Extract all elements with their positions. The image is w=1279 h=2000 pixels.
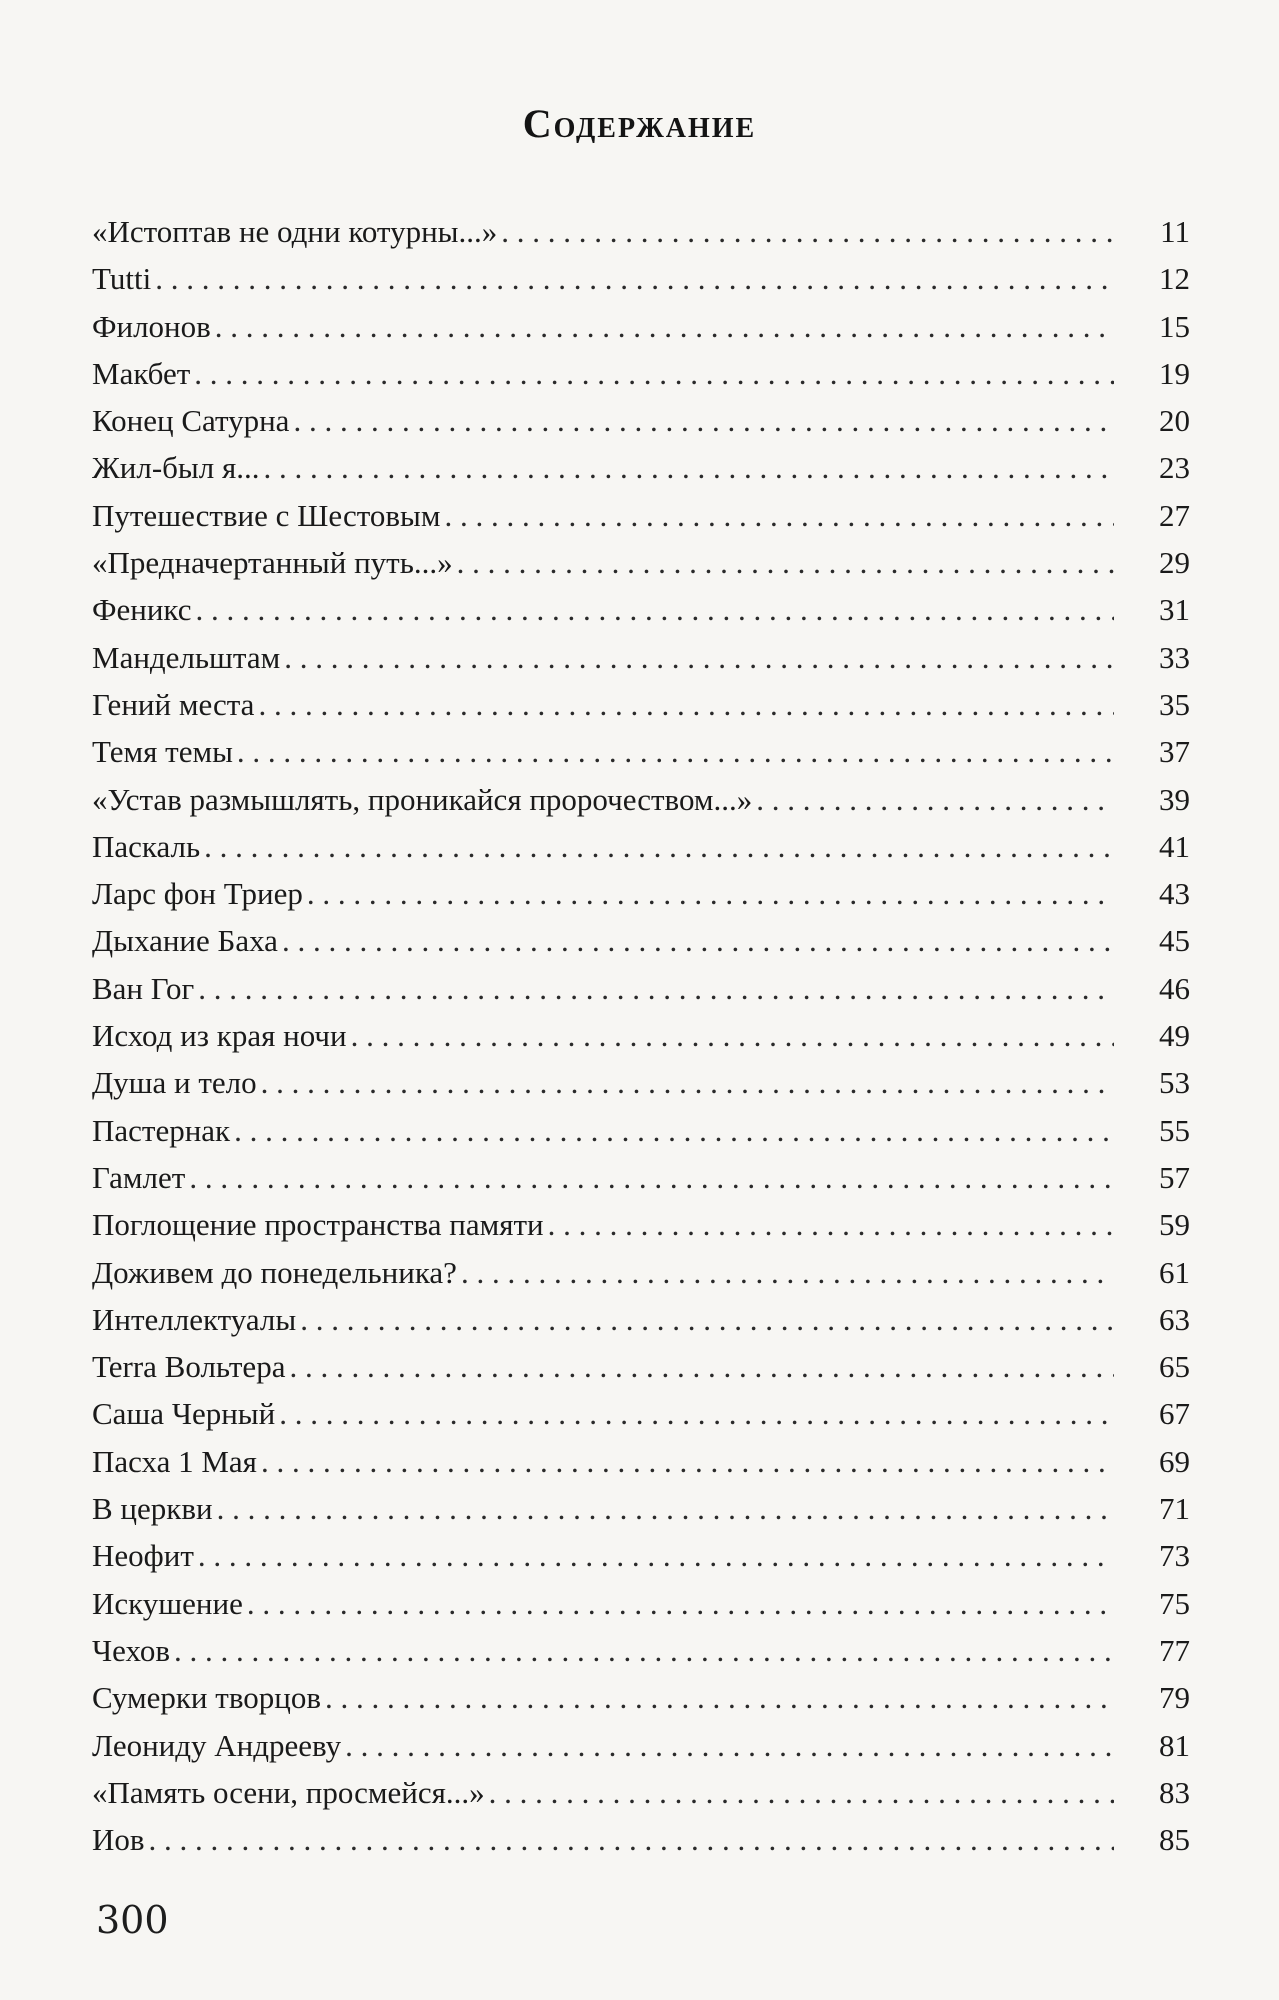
dot-leader <box>457 539 1114 586</box>
toc-entry-title: Сумерки творцов <box>92 1680 321 1716</box>
page-title: Содержание <box>522 101 757 146</box>
toc-entry-title: Ларс фон Триер <box>92 876 303 912</box>
table-of-contents <box>92 208 1190 1863</box>
toc-entry-page: 81 <box>1159 1727 1190 1763</box>
dot-leader <box>261 1059 1114 1106</box>
toc-entry <box>92 965 1190 1012</box>
toc-entry-page: 45 <box>1159 923 1190 959</box>
toc-entry <box>92 1722 1190 1769</box>
toc-entry-page: 55 <box>1159 1112 1190 1148</box>
toc-entry-page: 57 <box>1159 1159 1190 1195</box>
toc-entry-title: Ван Гог <box>92 970 195 1006</box>
toc-entry-title: Пастернак <box>92 1112 231 1148</box>
toc-entry <box>92 1580 1190 1627</box>
toc-entry-page: 19 <box>1159 355 1190 391</box>
dot-leader <box>293 397 1114 444</box>
toc-entry <box>92 303 1190 350</box>
toc-entry <box>92 1296 1190 1343</box>
toc-entry <box>92 1532 1190 1579</box>
toc-entry-title: Чехов <box>92 1632 170 1668</box>
toc-entry-title: «Устав размышлять, проникайся пророчеством...» <box>92 781 753 817</box>
toc-entry <box>92 1816 1190 1863</box>
toc-entry-page: 20 <box>1159 403 1190 439</box>
toc-entry <box>92 539 1190 586</box>
toc-entry-title: «Память осени, просмейся...» <box>92 1774 485 1810</box>
toc-entry <box>92 776 1190 823</box>
toc-entry-title: Исход из края ночи <box>92 1018 347 1054</box>
toc-entry-page: 41 <box>1159 828 1190 864</box>
dot-leader <box>261 1438 1114 1485</box>
toc-entry-title: Гамлет <box>92 1159 186 1195</box>
dot-leader <box>282 917 1114 964</box>
toc-entry-page: 33 <box>1159 639 1190 675</box>
toc-entry <box>92 1627 1190 1674</box>
dot-leader <box>194 350 1114 397</box>
toc-entry <box>92 823 1190 870</box>
toc-entry <box>92 208 1190 255</box>
toc-entry <box>92 350 1190 397</box>
toc-entry <box>92 444 1190 491</box>
toc-entry-page: 71 <box>1159 1491 1190 1527</box>
toc-entry <box>92 397 1190 444</box>
toc-entry <box>92 586 1190 633</box>
toc-entry-title: Гений места <box>92 686 255 722</box>
toc-entry <box>92 870 1190 917</box>
dot-leader <box>234 1107 1114 1154</box>
toc-entry-title: Дыхание Баха <box>92 923 278 959</box>
toc-entry-title: Конец Сатурна <box>92 403 290 439</box>
toc-entry-page: 29 <box>1159 545 1190 581</box>
toc-entry-title: Феникс <box>92 592 192 628</box>
toc-entry-title: Путешествие с Шестовым <box>92 497 441 533</box>
dot-leader <box>300 1296 1114 1343</box>
toc-entry-page: 83 <box>1159 1774 1190 1810</box>
toc-entry-page: 67 <box>1159 1396 1190 1432</box>
toc-entry-page: 49 <box>1159 1018 1190 1054</box>
toc-entry <box>92 681 1190 728</box>
dot-leader <box>174 1627 1114 1674</box>
dot-leader <box>237 728 1114 775</box>
dot-leader <box>264 444 1115 491</box>
dot-leader <box>548 1201 1114 1248</box>
dot-leader <box>155 255 1114 302</box>
dot-leader <box>149 1816 1114 1863</box>
dot-leader <box>247 1580 1114 1627</box>
dot-leader <box>501 208 1114 255</box>
toc-entry <box>92 1485 1190 1532</box>
dot-leader <box>215 303 1114 350</box>
toc-entry-title: Доживем до понедельника? <box>92 1254 457 1290</box>
toc-entry-page: 85 <box>1159 1822 1190 1858</box>
page-number: 300 <box>96 1898 169 1942</box>
toc-entry-title: Неофит <box>92 1538 194 1574</box>
toc-entry <box>92 1674 1190 1721</box>
toc-entry-title: В церкви <box>92 1491 213 1527</box>
toc-entry-page: 46 <box>1159 970 1190 1006</box>
toc-entry <box>92 1059 1190 1106</box>
toc-entry <box>92 1154 1190 1201</box>
toc-entry-page: 65 <box>1159 1349 1190 1385</box>
toc-entry-title: Жил-был я... <box>92 450 260 486</box>
dot-leader <box>756 776 1114 823</box>
toc-entry-title: Саша Черный <box>92 1396 276 1432</box>
toc-entry <box>92 1769 1190 1816</box>
toc-entry <box>92 492 1190 539</box>
toc-entry-page: 77 <box>1159 1632 1190 1668</box>
toc-entry-title: Душа и тело <box>92 1065 257 1101</box>
toc-entry-page: 69 <box>1159 1443 1190 1479</box>
toc-entry-page: 63 <box>1159 1301 1190 1337</box>
toc-entry-title: Паскаль <box>92 828 201 864</box>
dot-leader <box>189 1154 1114 1201</box>
toc-entry-page: 12 <box>1159 261 1190 297</box>
toc-entry-title: Леониду Андрееву <box>92 1727 342 1763</box>
dot-leader <box>444 492 1114 539</box>
toc-entry-page: 27 <box>1159 497 1190 533</box>
dot-leader <box>325 1674 1114 1721</box>
dot-leader <box>217 1485 1114 1532</box>
dot-leader <box>279 1390 1114 1437</box>
toc-entry-title: Terra Вольтера <box>92 1349 286 1385</box>
toc-entry-title: Мандельштам <box>92 639 281 675</box>
toc-entry-page: 31 <box>1159 592 1190 628</box>
dot-leader <box>284 634 1114 681</box>
toc-entry <box>92 1343 1190 1390</box>
dot-leader <box>307 870 1114 917</box>
toc-entry-page: 79 <box>1159 1680 1190 1716</box>
toc-entry-page: 43 <box>1159 876 1190 912</box>
toc-entry-page: 23 <box>1159 450 1190 486</box>
toc-entry <box>92 255 1190 302</box>
toc-entry <box>92 1012 1190 1059</box>
toc-entry-title: Темя темы <box>92 734 233 770</box>
toc-entry <box>92 1438 1190 1485</box>
dot-leader <box>351 1012 1114 1059</box>
toc-entry-title: «Предначертанный путь...» <box>92 545 453 581</box>
toc-entry-page: 61 <box>1159 1254 1190 1290</box>
toc-entry-title: Поглощение пространства памяти <box>92 1207 544 1243</box>
toc-entry-page: 73 <box>1159 1538 1190 1574</box>
dot-leader <box>289 1343 1114 1390</box>
toc-entry-page: 11 <box>1160 214 1190 249</box>
dot-leader <box>195 586 1114 633</box>
toc-entry-page: 39 <box>1159 781 1190 817</box>
toc-entry-title: Филонов <box>92 308 211 344</box>
dot-leader <box>204 823 1114 870</box>
toc-entry <box>92 1107 1190 1154</box>
toc-entry-title: Tutti <box>92 261 152 297</box>
dot-leader <box>489 1769 1114 1816</box>
dot-leader <box>198 965 1114 1012</box>
toc-entry-page: 35 <box>1159 686 1190 722</box>
toc-entry <box>92 1249 1190 1296</box>
toc-entry <box>92 634 1190 681</box>
dot-leader <box>198 1532 1114 1579</box>
toc-entry-page: 75 <box>1159 1585 1190 1621</box>
toc-entry-title: Пасха 1 Мая <box>92 1443 257 1479</box>
toc-entry <box>92 1201 1190 1248</box>
toc-entry-title: Искушение <box>92 1585 243 1621</box>
toc-entry-page: 59 <box>1159 1207 1190 1243</box>
dot-leader <box>258 681 1114 728</box>
dot-leader <box>461 1249 1114 1296</box>
toc-entry-page: 53 <box>1159 1065 1190 1101</box>
toc-entry-title: Интеллектуалы <box>92 1301 297 1337</box>
toc-entry-title: «Истоптав не одни котурны...» <box>92 214 498 249</box>
dot-leader <box>345 1722 1114 1769</box>
toc-entry-page: 15 <box>1159 308 1190 344</box>
toc-entry-title: Иов <box>92 1822 145 1858</box>
toc-entry <box>92 728 1190 775</box>
toc-entry-page: 37 <box>1159 734 1190 770</box>
toc-entry <box>92 1390 1190 1437</box>
toc-entry <box>92 917 1190 964</box>
toc-entry-title: Макбет <box>92 355 191 391</box>
